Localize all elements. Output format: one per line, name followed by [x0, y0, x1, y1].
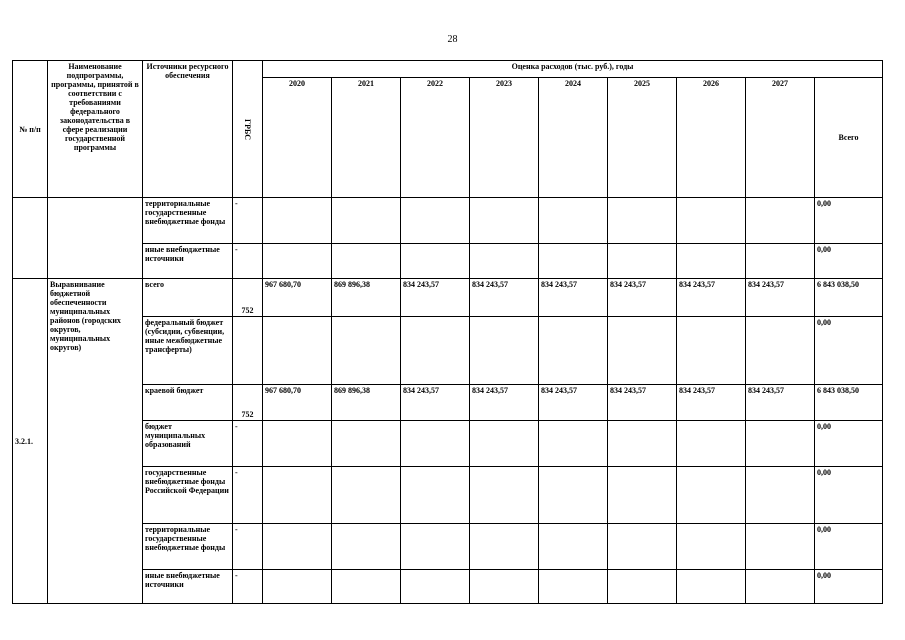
value-cell: [401, 570, 470, 604]
value-cell: 834 243,57: [746, 279, 815, 317]
grbs-cell: [233, 317, 263, 385]
header-year: 2026: [677, 78, 746, 198]
value-cell: [332, 317, 401, 385]
grbs-cell: 752: [233, 279, 263, 317]
code-cell-empty: [13, 198, 48, 279]
value-cell: [746, 524, 815, 570]
value-cell: [608, 570, 677, 604]
value-cell: 834 243,57: [539, 279, 608, 317]
total-cell: 0,00: [815, 317, 883, 385]
table-row: [13, 385, 883, 421]
header-num: № п/п: [13, 61, 48, 198]
value-cell: [470, 317, 539, 385]
source-cell: государственные внебюджетные фонды Российской Федерации: [143, 467, 233, 524]
table-row: [13, 317, 883, 385]
total-cell: 0,00: [815, 570, 883, 604]
value-cell: [677, 524, 746, 570]
value-cell: [470, 467, 539, 524]
value-cell: [470, 244, 539, 279]
value-cell: [470, 524, 539, 570]
table-row: [13, 467, 883, 524]
table-row: [13, 198, 883, 244]
header-name: Наименование подпрограммы, программы, принятой в соответствии с требованиями федерального законодательства в сфере реализации государственной программы: [48, 61, 143, 198]
table-row: [13, 244, 883, 279]
value-cell: [263, 421, 332, 467]
header-year: 2024: [539, 78, 608, 198]
value-cell: [539, 198, 608, 244]
table-row: [13, 570, 883, 604]
header-sources: Источники ресурсного обеспечения: [143, 61, 233, 198]
value-cell: 834 243,57: [401, 279, 470, 317]
value-cell: [608, 198, 677, 244]
value-cell: [746, 421, 815, 467]
expenditure-table: [12, 60, 883, 604]
value-cell: 869 896,38: [332, 279, 401, 317]
value-cell: [332, 198, 401, 244]
value-cell: 834 243,57: [608, 385, 677, 421]
value-cell: [401, 467, 470, 524]
value-cell: [608, 524, 677, 570]
value-cell: [332, 570, 401, 604]
value-cell: [746, 244, 815, 279]
value-cell: 869 896,38: [332, 385, 401, 421]
source-cell: федеральный бюджет (субсидии, субвенции, иные межбюджетные трансферты): [143, 317, 233, 385]
value-cell: 834 243,57: [539, 385, 608, 421]
source-cell: иные внебюджетные источники: [143, 570, 233, 604]
value-cell: [332, 467, 401, 524]
header-grbs: ГРБС: [233, 61, 263, 198]
total-cell: 0,00: [815, 421, 883, 467]
source-cell: краевой бюджет: [143, 385, 233, 421]
value-cell: 834 243,57: [401, 385, 470, 421]
value-cell: [470, 570, 539, 604]
header-total: Всего: [815, 78, 883, 198]
source-cell: всего: [143, 279, 233, 317]
value-cell: [539, 317, 608, 385]
value-cell: [263, 198, 332, 244]
value-cell: [677, 244, 746, 279]
grbs-cell: -: [233, 421, 263, 467]
value-cell: [677, 317, 746, 385]
header-year: 2023: [470, 78, 539, 198]
value-cell: [608, 421, 677, 467]
value-cell: [401, 317, 470, 385]
value-cell: [401, 198, 470, 244]
value-cell: [677, 467, 746, 524]
page-number: 28: [447, 34, 458, 45]
item-code: 3.2.1.: [13, 279, 48, 604]
value-cell: [608, 467, 677, 524]
value-cell: [539, 524, 608, 570]
value-cell: 834 243,57: [677, 385, 746, 421]
value-cell: [470, 198, 539, 244]
value-cell: 834 243,57: [470, 385, 539, 421]
header-year: 2021: [332, 78, 401, 198]
value-cell: 834 243,57: [470, 279, 539, 317]
value-cell: [263, 570, 332, 604]
value-cell: 834 243,57: [608, 279, 677, 317]
value-cell: [677, 198, 746, 244]
value-cell: [608, 244, 677, 279]
value-cell: [539, 467, 608, 524]
value-cell: [401, 421, 470, 467]
value-cell: [263, 244, 332, 279]
source-cell: территориальные государственные внебюджетные фонды: [143, 524, 233, 570]
value-cell: [746, 467, 815, 524]
total-cell: 0,00: [815, 198, 883, 244]
name-cell-empty: [48, 198, 143, 279]
grbs-cell: 752: [233, 385, 263, 421]
value-cell: [746, 198, 815, 244]
grbs-cell: -: [233, 524, 263, 570]
value-cell: [332, 421, 401, 467]
value-cell: [332, 244, 401, 279]
value-cell: [539, 244, 608, 279]
value-cell: [401, 524, 470, 570]
table-row: [13, 421, 883, 467]
value-cell: [539, 570, 608, 604]
value-cell: [401, 244, 470, 279]
value-cell: 834 243,57: [677, 279, 746, 317]
header-year: 2025: [608, 78, 677, 198]
value-cell: [332, 524, 401, 570]
total-cell: 6 843 038,50: [815, 385, 883, 421]
item-name: Выравнивание бюджетной обеспеченности муниципальных районов (городских округов, муниципальных округов): [48, 279, 143, 604]
grbs-cell: -: [233, 198, 263, 244]
value-cell: [470, 421, 539, 467]
value-cell: [539, 421, 608, 467]
value-cell: [608, 317, 677, 385]
table-row: [13, 279, 883, 317]
header-year: 2020: [263, 78, 332, 198]
value-cell: [746, 570, 815, 604]
grbs-cell: -: [233, 570, 263, 604]
source-cell: иные внебюджетные источники: [143, 244, 233, 279]
value-cell: [677, 570, 746, 604]
value-cell: [746, 317, 815, 385]
value-cell: 967 680,70: [263, 385, 332, 421]
grbs-cell: -: [233, 467, 263, 524]
grbs-cell: -: [233, 244, 263, 279]
value-cell: 834 243,57: [746, 385, 815, 421]
total-cell: 0,00: [815, 524, 883, 570]
value-cell: [263, 524, 332, 570]
value-cell: [263, 467, 332, 524]
table-row: [13, 524, 883, 570]
source-cell: территориальные государственные внебюджетные фонды: [143, 198, 233, 244]
value-cell: [677, 421, 746, 467]
total-cell: 0,00: [815, 244, 883, 279]
header-year: 2022: [401, 78, 470, 198]
value-cell: 967 680,70: [263, 279, 332, 317]
header-estimate: Оценка расходов (тыс. руб.), годы: [263, 61, 883, 78]
source-cell: бюджет муниципальных образований: [143, 421, 233, 467]
header-year: 2027: [746, 78, 815, 198]
total-cell: 6 843 038,50: [815, 279, 883, 317]
value-cell: [263, 317, 332, 385]
total-cell: 0,00: [815, 467, 883, 524]
